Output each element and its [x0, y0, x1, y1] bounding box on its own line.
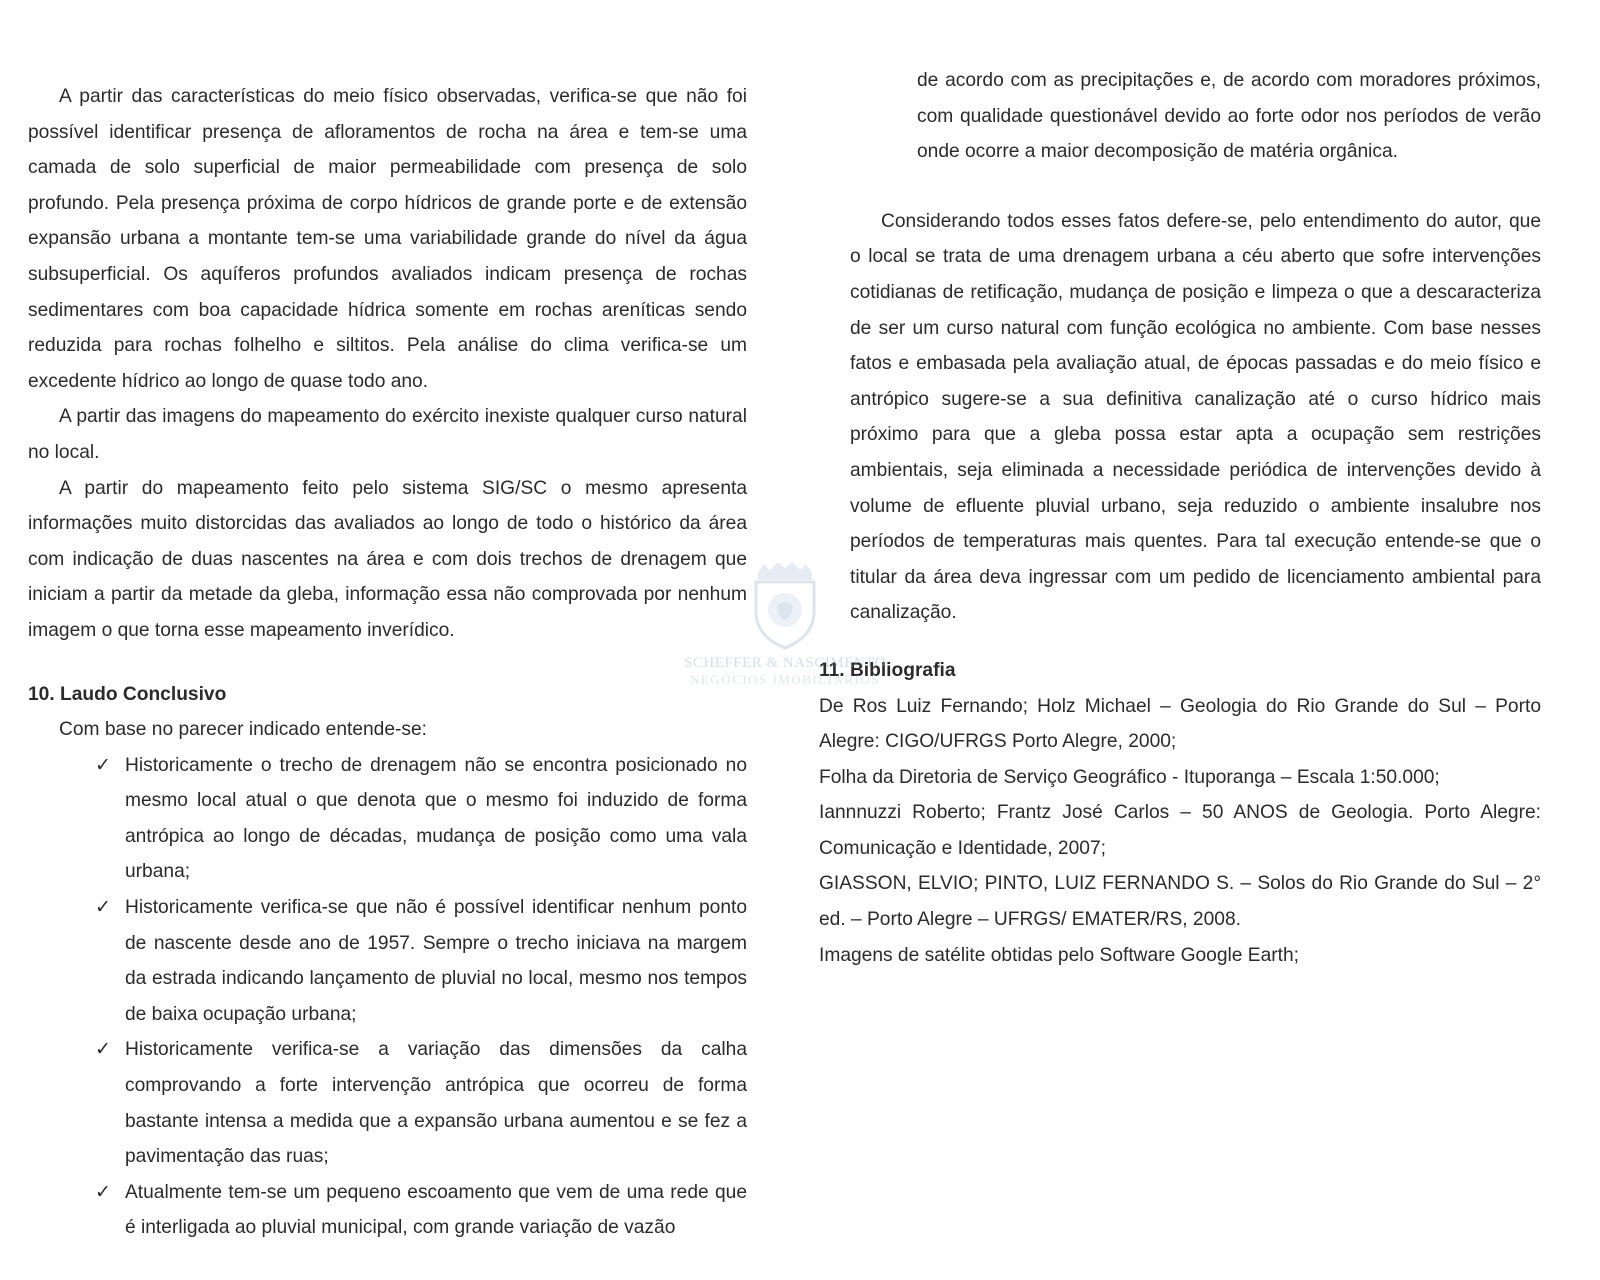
checkmark-icon: ✓ — [95, 1181, 112, 1203]
watermark-subtitle: NEGÓCIOS IMOBILIÁRIOS — [689, 672, 881, 687]
conclusion-list — [28, 748, 747, 1246]
paragraph-army-mapping: A partir das imagens do mapeamento do exército inexiste qualquer curso natural no local. — [28, 406, 747, 463]
section-heading-bibliografia: 11. Bibliografia — [819, 659, 956, 681]
watermark — [680, 560, 890, 700]
checkmark-icon: ✓ — [95, 754, 112, 776]
bibliography-entry: Imagens de satélite obtidas pelo Software Google Earth; — [819, 944, 1299, 966]
list-item-text-continued: de acordo com as precipitações e, de acordo com moradores próximos, com qualidade questionável devido ao forte odor nos períodos de verão onde ocorre a maior decomposição de matéria orgânica. — [917, 70, 1541, 163]
list-item-text: Historicamente verifica-se que não é possível identificar nenhum ponto de nascente desde ano de 1957. Sempre o trecho iniciava na margem da estrada indicando lançamento de pluvial no local, mesmo nos tempos de baixa ocupação urbana; — [125, 897, 747, 1025]
bibliography-entry: Iannnuzzi Roberto; Frantz José Carlos – 50 ANOS de Geologia. Porto Alegre: Comunicação e Identidade, 2007; — [819, 802, 1541, 859]
bibliography-entry: GIASSON, ELVIO; PINTO, LUIZ FERNANDO S. – Solos do Rio Grande do Sul – 2° ed. – Porto Alegre – UFRGS/ EMATER/RS, 2008. — [819, 873, 1541, 931]
bibliography-entry: De Ros Luiz Fernando; Holz Michael – Geologia do Rio Grande do Sul – Porto Alegre: CIGO/UFRGS Porto Alegre, 2000; — [819, 695, 1541, 753]
list-item — [95, 1175, 747, 1246]
checkmark-icon: ✓ — [95, 897, 112, 919]
paragraph-conclusion: Considerando todos esses fatos defere-se, pelo entendimento do autor, que o local se trata de uma drenagem urbana a céu aberto que sofre intervenções cotidianas de retificação, mudança de posição e limpeza o que a descaracteriza de ser um curso natural com função ecológica no ambiente. Com base nesses fatos e embasada pela avaliação atual, de épocas passadas e do meio físico e antrópico sugere-se a sua definitiva canalização até o curso hídrico mais próximo para que a gleba possa estar apta a ocupação sem restrições ambientais, seja eliminada a necessidade periódica de intervenções devido à volume de efluente pluvial urbano, seja reduzido o ambiente insalubre nos períodos de temperaturas mais quentes. Para tal execução entende-se que o titular da área deva ingressar com um pedido de licenciamento ambiental para canalização. — [850, 210, 1541, 624]
list-item — [95, 890, 747, 1032]
paragraph-physical-environment: A partir das características do meio físico observadas, verifica-se que não foi possível identificar presença de afloramentos de rocha na área e tem-se uma camada de solo superficial de maior permeabilidade com presença de solo profundo. Pela presença próxima de corpo hídricos de grande porte e de extensão expansão urbana a montante tem-se uma variabilidade grande do nível da água subsuperficial. Os aquíferos profundos avaliados indicam presença de rochas sedimentares com boa capacidade hídrica somente em rochas areníticas sendo reduzida para rochas folhelho e siltitos. Pela análise do clima verifica-se um excedente hídrico ao longo de quase todo ano. — [28, 86, 747, 392]
list-item — [95, 1032, 747, 1174]
list-item-text: Atualmente tem-se um pequeno escoamento que vem de uma rede que é interligada ao pluvial municipal, com grande variação de vazão — [125, 1181, 747, 1239]
section-intro: Com base no parecer indicado entende-se: — [59, 719, 427, 741]
left-column — [28, 79, 747, 1246]
list-item-text: Historicamente verifica-se a variação das dimensões da calha comprovando a forte intervenção antrópica que ocorreu de forma bastante intensa a medida que a expansão urbana aumentou e se fez a pavimentação das ruas; — [125, 1039, 747, 1168]
section-heading-laudo-conclusivo: 10. Laudo Conclusivo — [28, 683, 227, 705]
list-item — [95, 748, 747, 890]
list-item-text: Historicamente o trecho de drenagem não se encontra posicionado no mesmo local atual o que denota que o mesmo foi induzido de forma antrópica ao longo de décadas, mudança de posição como uma vala urbana; — [125, 754, 747, 883]
watermark-name: SCHEFFER & NASCIMENTO — [684, 655, 886, 671]
paragraph-sig-mapping: A partir do mapeamento feito pelo sistema SIG/SC o mesmo apresenta informações muito distorcidas das avaliados ao longo de todo o histórico da área com indicação de duas nascentes na área e com dois trechos de drenagem que iniciam a partir da metade da gleba, informação essa não comprovada por nenhum imagem o que torna esse mapeamento inverídico. — [28, 477, 747, 641]
lion-shield-icon — [750, 560, 820, 650]
bibliography-list — [819, 689, 1541, 974]
list-item-continuation — [850, 63, 1541, 170]
checkmark-icon: ✓ — [95, 1039, 112, 1061]
bibliography-entry: Folha da Diretoria de Serviço Geográfico - Ituporanga – Escala 1:50.000; — [819, 766, 1440, 788]
right-column — [819, 63, 1541, 973]
